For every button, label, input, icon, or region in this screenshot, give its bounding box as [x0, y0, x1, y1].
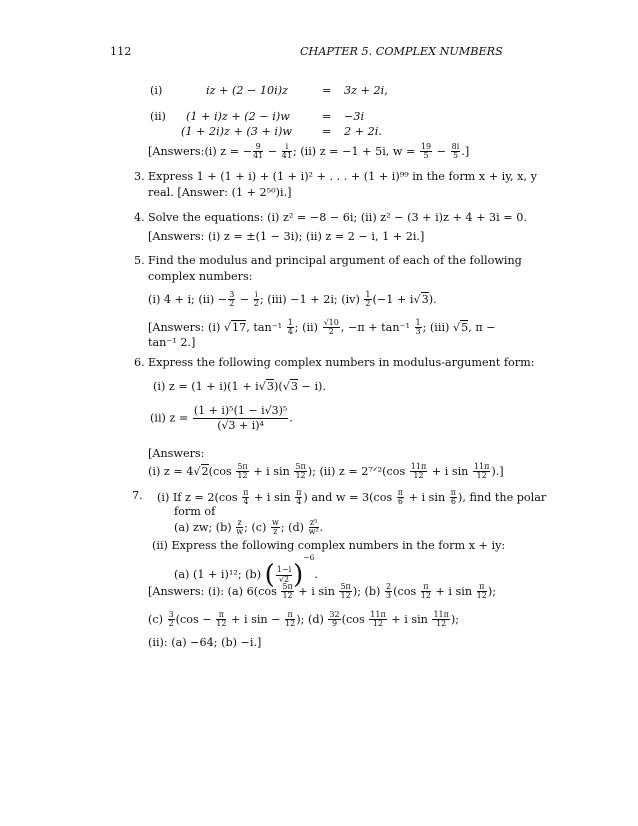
- p2-i-eq: =: [322, 84, 332, 97]
- p5-line1: Find the modulus and principal argument of each of the following: [148, 254, 522, 267]
- p2-ii-label: (ii): [150, 110, 166, 123]
- p6-answers-label: [Answers:: [148, 447, 205, 460]
- p2-ii-eq2: =: [322, 125, 332, 138]
- p4-number: 4.: [134, 211, 145, 224]
- p7-i-parts: (a) zw; (b) $\frac{z}{w}$ ; (c) $\frac{w}{z}$ ; (d) $\frac{\text{z⁵}}{\text{w²}}$ .: [174, 518, 324, 537]
- p7-answers-1: [Answers: (i): (a) 6(cos $\frac{5\pi}{12}$ + i sin $\frac{5\pi}{12}$ ); (b) $\frac{2}{3}$ (cos $\frac{\pi}{12}$ + i sin $\frac{\pi}{12}$ );: [148, 582, 496, 601]
- p3-number: 3.: [134, 170, 145, 183]
- p7-number: 7.: [132, 489, 143, 502]
- p7-ii-line1: (ii) Express the following complex numbers in the form x + iy:: [152, 539, 506, 552]
- p2-answers: [Answers:(i) z = − $\frac{9}{41}$ − $\frac{i}{41}$ ; (ii) z = −1 + 5i, w = $\frac{19}{5}$ − $\frac{8i}{5}$ .]: [148, 142, 470, 161]
- p5-answers: [Answers: (i) √17, tan⁻¹ $\frac{1}{4}$ ; (ii) $\frac{√10}{2}$ , −π + tan⁻¹ $\frac{1}{3}$ ; (iii) √5, π −: [148, 318, 496, 337]
- p4-line1: Solve the equations: (i) z² = −8 − 6i; (ii) z² − (3 + i)z + 4 + 3i = 0.: [148, 211, 527, 224]
- p2-ii-rhs1: −3i: [344, 110, 365, 123]
- p7-ii-parts: (a) (1 + i)¹²; (b) ( $\frac{1-i}{√2}$ )$^{-6}$.: [174, 553, 318, 590]
- p3-line2: real. [Answer: (1 + 2⁵⁰)i.]: [148, 186, 292, 199]
- p7-answers-3: (ii): (a) −64; (b) −i.]: [148, 636, 262, 649]
- p5-number: 5.: [134, 254, 145, 267]
- p3-line1: Express 1 + (1 + i) + (1 + i)² + . . . + (1 + i)⁹⁹ in the form x + iy, x, y: [148, 170, 537, 183]
- p5-answers-line2: tan⁻¹ 2.]: [148, 336, 196, 349]
- p6-i: (i) z = (1 + i)(1 + i√3)(√3 − i).: [153, 380, 326, 393]
- p4-line2: [Answers: (i) z = ±(1 − 3i); (ii) z = 2 − i, 1 + 2i.]: [148, 230, 425, 243]
- p6-number: 6.: [134, 356, 145, 369]
- p2-i-label: (i): [150, 84, 163, 97]
- p2-ii-rhs2: 2 + 2i.: [344, 125, 382, 138]
- p2-i-lhs: iz + (2 − 10i)z: [206, 84, 288, 97]
- p6-ii: (ii) z = $\frac{\text{(1 + i)⁵(1 − i√3)⁵}}{\text{(√3 + i)⁴}}$ .: [150, 404, 293, 432]
- p2-ii-lhs1: (1 + i)z + (2 − i)w: [186, 110, 290, 123]
- p7-i: (i) If z = 2(cos $\frac{\pi}{4}$ + i sin $\frac{\pi}{4}$ ) and w = 3(cos $\frac{\pi}{6}$ + i sin $\frac{\pi}{6}$ ), find the polar: [157, 488, 547, 507]
- p6-line1: Express the following complex numbers in modulus-argument form:: [148, 356, 535, 369]
- p6-answers: (i) z = 4√2(cos $\frac{5\pi}{12}$ + i sin $\frac{5\pi}{12}$ ); (ii) z = 2⁷ᐟ²(cos $\frac{11\pi}{12}$ + i sin $\frac{11\pi}{12}$ ).]: [148, 462, 504, 481]
- p2-i-rhs: 3z + 2i,: [344, 84, 388, 97]
- p7-answers-2: (c) $\frac{3}{2}$ (cos − $\frac{\pi}{12}$ + i sin − $\frac{\pi}{12}$ ); (d) $\frac{32}{9}$ (cos $\frac{11\pi}{12}$ + i sin $\frac{11\pi}{12}$ );: [148, 610, 460, 629]
- page-number: 112: [110, 45, 132, 58]
- p5-parts: (i) 4 + i; (ii) − $\frac{3}{2}$ − $\frac{i}{2}$ ; (iii) −1 + 2i; (iv) $\frac{1}{2}$ (−1 + i√3).: [148, 290, 437, 309]
- p2-ii-lhs2: (1 + 2i)z + (3 + i)w: [181, 125, 292, 138]
- p7-i-line2: form of: [174, 505, 216, 518]
- p5-line2: complex numbers:: [148, 270, 253, 283]
- chapter-title: CHAPTER 5. COMPLEX NUMBERS: [300, 45, 503, 58]
- p2-ii-eq1: =: [322, 110, 332, 123]
